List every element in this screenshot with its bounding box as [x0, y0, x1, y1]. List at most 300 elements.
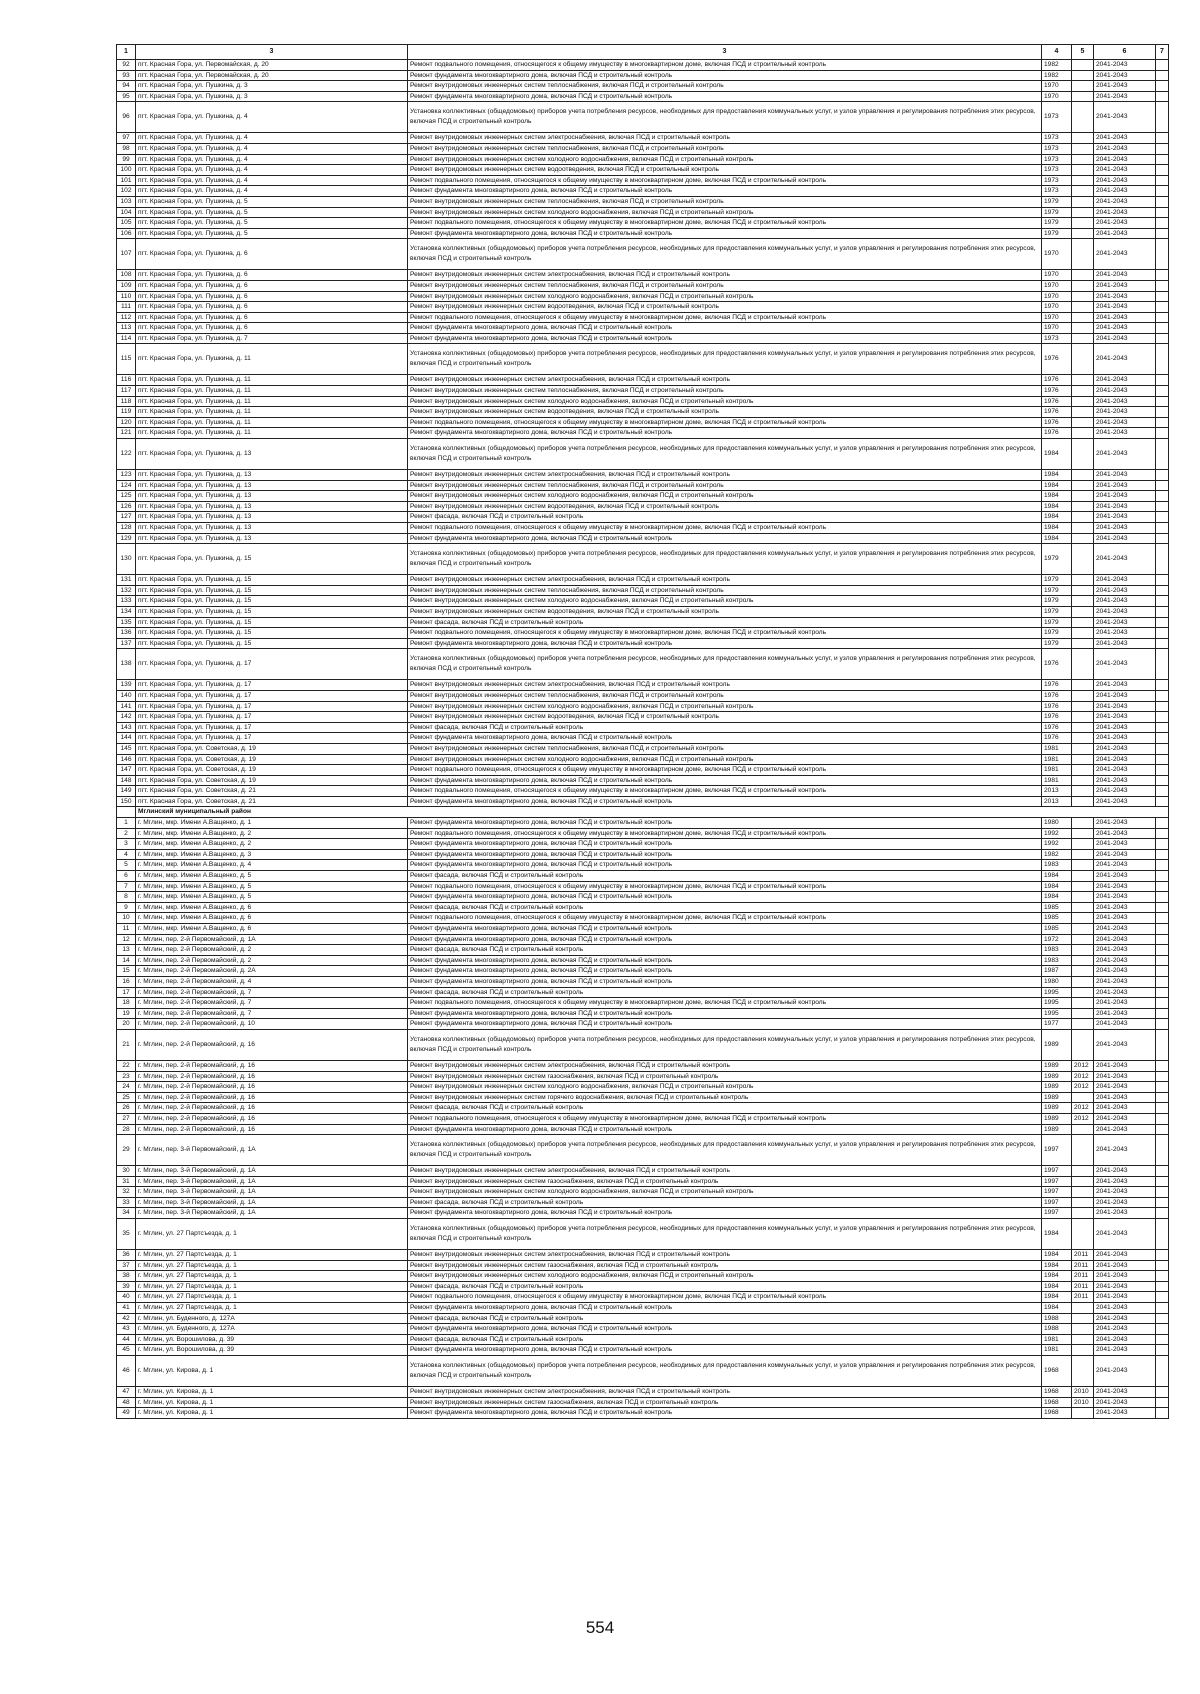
last-repair-year-cell — [1072, 270, 1094, 281]
table-row — [117, 1135, 1169, 1166]
work-type-cell: Установка коллективных (общедомовых) приборов учета потребления ресурсов, необходимых для предоставления коммунальных услуг, и узлов управления и регулирования потребления этих ресурсов, включая ПСД и строительный контроль — [408, 239, 1042, 270]
last-repair-year-cell — [1072, 786, 1094, 797]
planned-period-cell: 2041-2043 — [1094, 70, 1156, 81]
last-repair-year-cell — [1072, 396, 1094, 407]
last-repair-year-cell — [1072, 924, 1094, 935]
table-row — [117, 207, 1169, 218]
row-number: 138 — [117, 649, 136, 680]
address-cell: г. Мглин, ул. 27 Партсъезда, д. 1 — [136, 1292, 408, 1303]
build-year-cell: 1973 — [1042, 133, 1072, 144]
row-number: 10 — [117, 913, 136, 924]
address-cell: пгт. Красная Гора, ул. Пушкина, д. 13 — [136, 439, 408, 470]
address-cell: пгт. Красная Гора, ул. Пушкина, д. 13 — [136, 523, 408, 534]
work-type-cell: Ремонт фундамента многоквартирного дома, включая ПСД и строительный контроль — [408, 924, 1042, 935]
last-repair-year-cell — [1072, 934, 1094, 945]
col-7-cell — [1156, 1356, 1169, 1387]
row-number: 14 — [117, 955, 136, 966]
work-type-cell: Ремонт фундамента многоквартирного дома, включая ПСД и строительный контроль — [408, 839, 1042, 850]
row-number: 33 — [117, 1197, 136, 1208]
planned-period-cell: 2041-2043 — [1094, 533, 1156, 544]
table-row — [117, 1092, 1169, 1103]
col-7-cell — [1156, 606, 1169, 617]
build-year-cell: 1992 — [1042, 828, 1072, 839]
address-cell: пгт. Красная Гора, ул. Советская, д. 21 — [136, 786, 408, 797]
work-type-cell: Ремонт подвального помещения, относящегося к общему имуществу в многоквартирном доме, включая ПСД и строительный контроль — [408, 523, 1042, 534]
last-repair-year-cell — [1072, 81, 1094, 92]
col-7-cell — [1156, 133, 1169, 144]
row-number: 92 — [117, 60, 136, 71]
row-number: 19 — [117, 1008, 136, 1019]
build-year-cell: 1968 — [1042, 1408, 1072, 1419]
work-type-cell: Ремонт подвального помещения, относящегося к общему имуществу в многоквартирном доме, включая ПСД и строительный контроль — [408, 881, 1042, 892]
col-7-cell — [1156, 1387, 1169, 1398]
address-cell: г. Мглин, пер. 2-й Первомайский, д. 16 — [136, 1071, 408, 1082]
work-type-cell: Ремонт внутридомовых инженерных систем водоотведения, включая ПСД и строительный контроль — [408, 712, 1042, 723]
last-repair-year-cell — [1072, 207, 1094, 218]
table-row — [117, 902, 1169, 913]
work-type-cell: Ремонт внутридомовых инженерных систем горячего водоснабжения, включая ПСД и строительный контроль — [408, 1092, 1042, 1103]
work-type-cell: Ремонт фасада, включая ПСД и строительный контроль — [408, 871, 1042, 882]
work-type-cell: Ремонт подвального помещения, относящегося к общему имуществу в многоквартирном доме, включая ПСД и строительный контроль — [408, 998, 1042, 1009]
row-number: 107 — [117, 239, 136, 270]
planned-period-cell: 2041-2043 — [1094, 722, 1156, 733]
address-cell: пгт. Красная Гора, ул. Советская, д. 19 — [136, 765, 408, 776]
work-type-cell: Ремонт внутридомовых инженерных систем газоснабжения, включая ПСД и строительный контроль — [408, 1176, 1042, 1187]
row-number: 97 — [117, 133, 136, 144]
planned-period-cell: 2041-2043 — [1094, 1208, 1156, 1219]
last-repair-year-cell — [1072, 712, 1094, 723]
table-row — [117, 596, 1169, 607]
address-cell: пгт. Красная Гора, ул. Пушкина, д. 13 — [136, 480, 408, 491]
address-cell: пгт. Красная Гора, ул. Пушкина, д. 17 — [136, 701, 408, 712]
work-type-cell: Ремонт внутридомовых инженерных систем электроснабжения, включая ПСД и строительный контроль — [408, 270, 1042, 281]
table-row — [117, 775, 1169, 786]
last-repair-year-cell — [1072, 239, 1094, 270]
address-cell: г. Мглин, пер. 2-й Первомайский, д. 7 — [136, 987, 408, 998]
build-year-cell: 1973 — [1042, 143, 1072, 154]
work-type-cell: Ремонт фасада, включая ПСД и строительный контроль — [408, 1281, 1042, 1292]
address-cell: г. Мглин, ул. 27 Партсъезда, д. 1 — [136, 1303, 408, 1314]
row-number: 104 — [117, 207, 136, 218]
planned-period-cell: 2041-2043 — [1094, 881, 1156, 892]
planned-period-cell: 2041-2043 — [1094, 966, 1156, 977]
table-row — [117, 701, 1169, 712]
last-repair-year-cell — [1072, 175, 1094, 186]
last-repair-year-cell — [1072, 417, 1094, 428]
work-type-cell: Ремонт подвального помещения, относящегося к общему имуществу в многоквартирном доме, включая ПСД и строительный контроль — [408, 913, 1042, 924]
planned-period-cell: 2041-2043 — [1094, 375, 1156, 386]
address-cell: г. Мглин, мкр. Имени А.Ващенко, д. 6 — [136, 902, 408, 913]
last-repair-year-cell — [1072, 501, 1094, 512]
planned-period-cell: 2041-2043 — [1094, 344, 1156, 375]
table-row — [117, 849, 1169, 860]
work-type-cell: Установка коллективных (общедомовых) приборов учета потребления ресурсов, необходимых для предоставления коммунальных услуг, и узлов управления и регулирования потребления этих ресурсов, включая ПСД и строительный контроль — [408, 1219, 1042, 1250]
table-row — [117, 91, 1169, 102]
table-row — [117, 417, 1169, 428]
row-number: 118 — [117, 396, 136, 407]
work-type-cell: Ремонт фундамента многоквартирного дома, включая ПСД и строительный контроль — [408, 91, 1042, 102]
table-row — [117, 1334, 1169, 1345]
col-7-cell — [1156, 386, 1169, 397]
last-repair-year-cell — [1072, 523, 1094, 534]
table-row — [117, 1029, 1169, 1060]
build-year-cell: 1984 — [1042, 512, 1072, 523]
col-7-cell — [1156, 1092, 1169, 1103]
planned-period-cell: 2041-2043 — [1094, 945, 1156, 956]
planned-period-cell: 2041-2043 — [1094, 596, 1156, 607]
row-number: 28 — [117, 1124, 136, 1135]
last-repair-year-cell — [1072, 544, 1094, 575]
work-type-cell: Установка коллективных (общедомовых) приборов учета потребления ресурсов, необходимых для предоставления коммунальных услуг, и узлов управления и регулирования потребления этих ресурсов, включая ПСД и строительный контроль — [408, 102, 1042, 133]
last-repair-year-cell — [1072, 218, 1094, 229]
table-row — [117, 1313, 1169, 1324]
table-row — [117, 133, 1169, 144]
col-7-cell — [1156, 1345, 1169, 1356]
build-year-cell: 1981 — [1042, 1345, 1072, 1356]
row-number: 122 — [117, 439, 136, 470]
col-7-cell — [1156, 839, 1169, 850]
table-row — [117, 1208, 1169, 1219]
planned-period-cell: 2041-2043 — [1094, 1260, 1156, 1271]
work-type-cell: Ремонт внутридомовых инженерных систем холодного водоснабжения, включая ПСД и строительный контроль — [408, 1187, 1042, 1198]
work-type-cell: Ремонт фасада, включая ПСД и строительный контроль — [408, 617, 1042, 628]
build-year-cell: 1989 — [1042, 1103, 1072, 1114]
table-row — [117, 470, 1169, 481]
build-year-cell: 1989 — [1042, 1082, 1072, 1093]
planned-period-cell: 2041-2043 — [1094, 649, 1156, 680]
work-type-cell: Ремонт внутридомовых инженерных систем водоотведения, включая ПСД и строительный контроль — [408, 501, 1042, 512]
work-type-cell: Ремонт фундамента многоквартирного дома, включая ПСД и строительный контроль — [408, 849, 1042, 860]
address-cell: г. Мглин, пер. 3-й Первомайский, д. 1А — [136, 1176, 408, 1187]
planned-period-cell: 2041-2043 — [1094, 998, 1156, 1009]
row-number: 30 — [117, 1166, 136, 1177]
col-7-cell — [1156, 81, 1169, 92]
table-row — [117, 690, 1169, 701]
col-7-cell — [1156, 491, 1169, 502]
work-type-cell: Ремонт подвального помещения, относящегося к общему имуществу в многоквартирном доме, включая ПСД и строительный контроль — [408, 218, 1042, 229]
col-7-cell — [1156, 312, 1169, 323]
build-year-cell: 1983 — [1042, 955, 1072, 966]
build-year-cell: 1979 — [1042, 628, 1072, 639]
address-cell: г. Мглин, ул. Буденного, д. 127А — [136, 1324, 408, 1335]
col-7-cell — [1156, 1082, 1169, 1093]
table-row — [117, 154, 1169, 165]
planned-period-cell: 2041-2043 — [1094, 1356, 1156, 1387]
col-7-cell — [1156, 649, 1169, 680]
build-year-cell: 1976 — [1042, 407, 1072, 418]
build-year-cell: 1984 — [1042, 501, 1072, 512]
row-number: 11 — [117, 924, 136, 935]
table-row — [117, 839, 1169, 850]
address-cell: г. Мглин, ул. 27 Партсъезда, д. 1 — [136, 1219, 408, 1250]
last-repair-year-cell — [1072, 1324, 1094, 1335]
last-repair-year-cell: 2012 — [1072, 1113, 1094, 1124]
table-row — [117, 1303, 1169, 1314]
row-number: 7 — [117, 881, 136, 892]
last-repair-year-cell — [1072, 998, 1094, 1009]
row-number: 3 — [117, 839, 136, 850]
build-year-cell: 1981 — [1042, 1334, 1072, 1345]
table-row — [117, 533, 1169, 544]
table-row — [117, 428, 1169, 439]
work-type-cell: Ремонт фасада, включая ПСД и строительный контроль — [408, 902, 1042, 913]
col-7-cell — [1156, 733, 1169, 744]
build-year-cell: 1970 — [1042, 323, 1072, 334]
row-number: 31 — [117, 1176, 136, 1187]
col-7-cell — [1156, 849, 1169, 860]
build-year-cell: 1979 — [1042, 617, 1072, 628]
planned-period-cell: 2041-2043 — [1094, 955, 1156, 966]
table-row — [117, 733, 1169, 744]
planned-period-cell: 2041-2043 — [1094, 754, 1156, 765]
address-cell: г. Мглин, мкр. Имени А.Ващенко, д. 2 — [136, 839, 408, 850]
address-cell: г. Мглин, пер. 2-й Первомайский, д. 16 — [136, 1124, 408, 1135]
last-repair-year-cell: 2011 — [1072, 1260, 1094, 1271]
build-year-cell: 1984 — [1042, 892, 1072, 903]
row-number: 114 — [117, 333, 136, 344]
planned-period-cell: 2041-2043 — [1094, 1292, 1156, 1303]
col-7-cell — [1156, 754, 1169, 765]
last-repair-year-cell — [1072, 765, 1094, 776]
work-type-cell: Ремонт внутридомовых инженерных систем холодного водоснабжения, включая ПСД и строительный контроль — [408, 396, 1042, 407]
col-7-cell — [1156, 544, 1169, 575]
address-cell: г. Мглин, ул. Ворошилова, д. 39 — [136, 1334, 408, 1345]
col-7-cell — [1156, 1324, 1169, 1335]
col-7-cell — [1156, 239, 1169, 270]
work-type-cell: Ремонт внутридомовых инженерных систем электроснабжения, включая ПСД и строительный контроль — [408, 470, 1042, 481]
row-number: 108 — [117, 270, 136, 281]
work-type-cell: Ремонт внутридомовых инженерных систем теплоснабжения, включая ПСД и строительный контроль — [408, 690, 1042, 701]
col-7-cell — [1156, 680, 1169, 691]
build-year-cell: 1997 — [1042, 1197, 1072, 1208]
work-type-cell: Ремонт подвального помещения, относящегося к общему имуществу в многоквартирном доме, включая ПСД и строительный контроль — [408, 828, 1042, 839]
build-year-cell: 1976 — [1042, 690, 1072, 701]
table-row — [117, 228, 1169, 239]
row-number: 141 — [117, 701, 136, 712]
build-year-cell: 1976 — [1042, 680, 1072, 691]
address-cell: пгт. Красная Гора, ул. Пушкина, д. 15 — [136, 575, 408, 586]
last-repair-year-cell — [1072, 280, 1094, 291]
last-repair-year-cell: 2011 — [1072, 1250, 1094, 1261]
col-7-cell — [1156, 955, 1169, 966]
build-year-cell: 1970 — [1042, 81, 1072, 92]
build-year-cell: 1984 — [1042, 881, 1072, 892]
work-type-cell: Установка коллективных (общедомовых) приборов учета потребления ресурсов, необходимых для предоставления коммунальных услуг, и узлов управления и регулирования потребления этих ресурсов, включая ПСД и строительный контроль — [408, 1356, 1042, 1387]
build-year-cell: 1995 — [1042, 987, 1072, 998]
planned-period-cell: 2041-2043 — [1094, 839, 1156, 850]
work-type-cell: Ремонт фундамента многоквартирного дома, включая ПСД и строительный контроль — [408, 1019, 1042, 1030]
row-number: 125 — [117, 491, 136, 502]
work-type-cell: Ремонт фундамента многоквартирного дома, включая ПСД и строительный контроль — [408, 976, 1042, 987]
work-type-cell: Ремонт фасада, включая ПСД и строительный контроль — [408, 722, 1042, 733]
address-cell: пгт. Красная Гора, ул. Пушкина, д. 4 — [136, 165, 408, 176]
build-year-cell: 2013 — [1042, 786, 1072, 797]
col-7-cell — [1156, 1271, 1169, 1282]
address-cell: пгт. Красная Гора, ул. Пушкина, д. 11 — [136, 428, 408, 439]
build-year-cell: 1987 — [1042, 966, 1072, 977]
header-col-build-year: 4 — [1042, 45, 1072, 60]
table-row — [117, 480, 1169, 491]
work-type-cell: Ремонт внутридомовых инженерных систем водоотведения, включая ПСД и строительный контроль — [408, 407, 1042, 418]
last-repair-year-cell — [1072, 480, 1094, 491]
row-number: 134 — [117, 606, 136, 617]
col-7-cell — [1156, 1281, 1169, 1292]
row-number: 42 — [117, 1313, 136, 1324]
table-row — [117, 218, 1169, 229]
table-row — [117, 1082, 1169, 1093]
row-number: 94 — [117, 81, 136, 92]
planned-period-cell: 2041-2043 — [1094, 491, 1156, 502]
build-year-cell: 1973 — [1042, 333, 1072, 344]
address-cell: пгт. Красная Гора, ул. Пушкина, д. 15 — [136, 606, 408, 617]
table-row — [117, 333, 1169, 344]
last-repair-year-cell — [1072, 680, 1094, 691]
work-type-cell: Ремонт фундамента многоквартирного дома, включая ПСД и строительный контроль — [408, 186, 1042, 197]
col-7-cell — [1156, 796, 1169, 807]
row-number: 117 — [117, 386, 136, 397]
address-cell: пгт. Красная Гора, ул. Пушкина, д. 4 — [136, 175, 408, 186]
table-row — [117, 1187, 1169, 1198]
row-number: 145 — [117, 743, 136, 754]
last-repair-year-cell — [1072, 1313, 1094, 1324]
col-7-cell — [1156, 228, 1169, 239]
col-7-cell — [1156, 91, 1169, 102]
col-7-cell — [1156, 871, 1169, 882]
work-type-cell: Ремонт фундамента многоквартирного дома, включая ПСД и строительный контроль — [408, 1208, 1042, 1219]
address-cell: г. Мглин, ул. 27 Партсъезда, д. 1 — [136, 1271, 408, 1282]
row-number: 43 — [117, 1324, 136, 1335]
col-7-cell — [1156, 585, 1169, 596]
work-type-cell: Ремонт внутридомовых инженерных систем теплоснабжения, включая ПСД и строительный контроль — [408, 143, 1042, 154]
table-row — [117, 439, 1169, 470]
work-type-cell: Ремонт внутридомовых инженерных систем теплоснабжения, включая ПСД и строительный контроль — [408, 585, 1042, 596]
col-7-cell — [1156, 1408, 1169, 1419]
planned-period-cell: 2041-2043 — [1094, 617, 1156, 628]
address-cell: пгт. Красная Гора, ул. Пушкина, д. 15 — [136, 596, 408, 607]
work-type-cell: Ремонт внутридомовых инженерных систем электроснабжения, включая ПСД и строительный контроль — [408, 1060, 1042, 1071]
table-row — [117, 585, 1169, 596]
address-cell: г. Мглин, пер. 2-й Первомайский, д. 2 — [136, 955, 408, 966]
address-cell: пгт. Красная Гора, ул. Пушкина, д. 3 — [136, 81, 408, 92]
build-year-cell: 1968 — [1042, 1356, 1072, 1387]
address-cell: пгт. Красная Гора, ул. Советская, д. 19 — [136, 754, 408, 765]
table-row — [117, 998, 1169, 1009]
build-year-cell: 1973 — [1042, 175, 1072, 186]
address-cell: пгт. Красная Гора, ул. Пушкина, д. 6 — [136, 239, 408, 270]
last-repair-year-cell — [1072, 60, 1094, 71]
col-7-cell — [1156, 1029, 1169, 1060]
build-year-cell: 1995 — [1042, 1008, 1072, 1019]
address-cell: пгт. Красная Гора, ул. Советская, д. 19 — [136, 775, 408, 786]
col-7-cell — [1156, 1166, 1169, 1177]
col-7-cell — [1156, 1060, 1169, 1071]
planned-period-cell: 2041-2043 — [1094, 575, 1156, 586]
build-year-cell: 1968 — [1042, 1387, 1072, 1398]
col-7-cell — [1156, 1019, 1169, 1030]
build-year-cell: 1973 — [1042, 186, 1072, 197]
work-type-cell: Ремонт внутридомовых инженерных систем теплоснабжения, включая ПСД и строительный контроль — [408, 743, 1042, 754]
planned-period-cell: 2041-2043 — [1094, 165, 1156, 176]
planned-period-cell: 2041-2043 — [1094, 1271, 1156, 1282]
build-year-cell: 1984 — [1042, 439, 1072, 470]
table-row — [117, 1019, 1169, 1030]
build-year-cell: 1982 — [1042, 60, 1072, 71]
table-row — [117, 1250, 1169, 1261]
row-number: 142 — [117, 712, 136, 723]
row-number: 126 — [117, 501, 136, 512]
planned-period-cell: 2041-2043 — [1094, 302, 1156, 313]
col-7-cell — [1156, 575, 1169, 586]
address-cell: г. Мглин, мкр. Имени А.Ващенко, д. 5 — [136, 892, 408, 903]
col-7-cell — [1156, 1124, 1169, 1135]
build-year-cell: 1976 — [1042, 701, 1072, 712]
last-repair-year-cell — [1072, 839, 1094, 850]
build-year-cell: 1979 — [1042, 544, 1072, 575]
build-year-cell: 1970 — [1042, 291, 1072, 302]
table-row — [117, 1345, 1169, 1356]
last-repair-year-cell — [1072, 154, 1094, 165]
address-cell: пгт. Красная Гора, ул. Пушкина, д. 5 — [136, 196, 408, 207]
build-year-cell: 1981 — [1042, 775, 1072, 786]
last-repair-year-cell — [1072, 1334, 1094, 1345]
address-cell: пгт. Красная Гора, ул. Пушкина, д. 11 — [136, 344, 408, 375]
row-number: 102 — [117, 186, 136, 197]
work-type-cell: Ремонт фундамента многоквартирного дома, включая ПСД и строительный контроль — [408, 934, 1042, 945]
address-cell: г. Мглин, пер. 2-й Первомайский, д. 16 — [136, 1113, 408, 1124]
last-repair-year-cell: 2010 — [1072, 1387, 1094, 1398]
col-7-cell — [1156, 765, 1169, 776]
address-cell: пгт. Красная Гора, ул. Пушкина, д. 15 — [136, 628, 408, 639]
row-number: 98 — [117, 143, 136, 154]
last-repair-year-cell — [1072, 881, 1094, 892]
planned-period-cell: 2041-2043 — [1094, 913, 1156, 924]
planned-period-cell: 2041-2043 — [1094, 1008, 1156, 1019]
col-7-cell — [1156, 881, 1169, 892]
table-row — [117, 196, 1169, 207]
last-repair-year-cell — [1072, 302, 1094, 313]
col-7-cell — [1156, 786, 1169, 797]
table-row — [117, 680, 1169, 691]
build-year-cell: 1997 — [1042, 1208, 1072, 1219]
planned-period-cell: 2041-2043 — [1094, 396, 1156, 407]
last-repair-year-cell: 2012 — [1072, 1103, 1094, 1114]
last-repair-year-cell — [1072, 312, 1094, 323]
row-number: 96 — [117, 102, 136, 133]
col-7-cell — [1156, 1008, 1169, 1019]
header-col-number: 1 — [117, 45, 136, 60]
planned-period-cell: 2041-2043 — [1094, 407, 1156, 418]
work-type-cell: Ремонт внутридомовых инженерных систем теплоснабжения, включая ПСД и строительный контроль — [408, 480, 1042, 491]
col-7-cell — [1156, 60, 1169, 71]
col-7-cell — [1156, 892, 1169, 903]
last-repair-year-cell — [1072, 1166, 1094, 1177]
row-number: 124 — [117, 480, 136, 491]
address-cell: пгт. Красная Гора, ул. Пушкина, д. 13 — [136, 470, 408, 481]
col-7-cell — [1156, 628, 1169, 639]
col-7-cell — [1156, 143, 1169, 154]
work-type-cell: Ремонт внутридомовых инженерных систем теплоснабжения, включая ПСД и строительный контроль — [408, 280, 1042, 291]
address-cell: г. Мглин, мкр. Имени А.Ващенко, д. 6 — [136, 924, 408, 935]
table-row — [117, 1166, 1169, 1177]
last-repair-year-cell — [1072, 796, 1094, 807]
table-row — [117, 955, 1169, 966]
build-year-cell: 1989 — [1042, 1124, 1072, 1135]
table-row — [117, 649, 1169, 680]
work-type-cell: Ремонт фундамента многоквартирного дома, включая ПСД и строительный контроль — [408, 333, 1042, 344]
row-number: 46 — [117, 1356, 136, 1387]
table-row — [117, 966, 1169, 977]
last-repair-year-cell — [1072, 701, 1094, 712]
